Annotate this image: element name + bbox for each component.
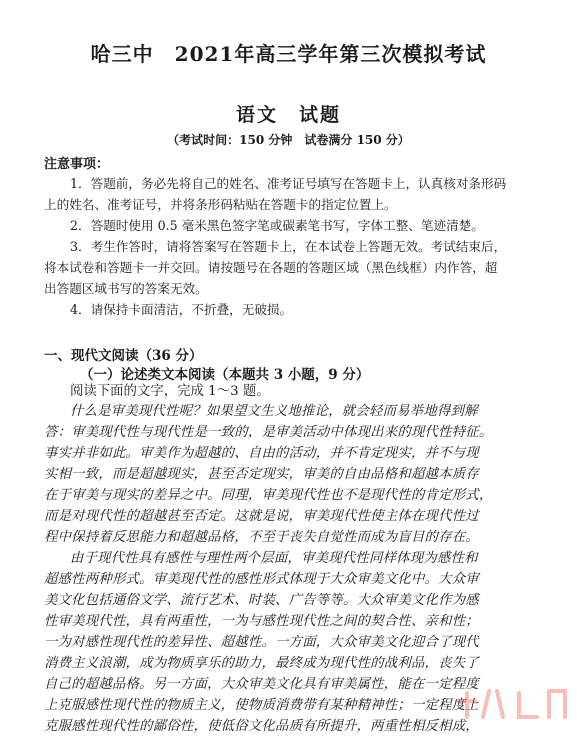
watermark-logo (437, 683, 577, 723)
sub-section-heading: （一）论述类文本阅读（本题共 3 小题，9 分） (80, 367, 370, 383)
passage-line: 事实并非如此。审美作为超越的、自由的活动，并不肯定现实，并不与现 (44, 446, 479, 461)
exam-title: 哈三中 2021年高三学年第三次模拟考试 (90, 42, 487, 66)
passage-line: 性审美现代性，具有两重性，一为与感性现代性之间的契合性、亲和性； (44, 614, 479, 629)
passage-line: 程中保持着反思能力和超越品格，不至于丧失自觉性而成为盲目的存在。 (44, 530, 479, 545)
notice-line: 2．答题时使用 0.5 毫米黑色签字笔或碳素笔书写，字体工整、笔迹清楚。 (70, 218, 484, 233)
notice-line: 1．答题前，务必先将自己的姓名、准考证号填写在答题卡上，认真核对条形码 (70, 176, 507, 191)
passage-line: 美文化包括通俗文学、流行艺术、时装、广告等等。大众审美文化作为感 (44, 593, 479, 608)
notice-line: 4．请保持卡面清洁，不折叠，无破损。 (70, 302, 293, 317)
exam-info: （考试时间：150 分钟 试卷满分 150 分） (167, 133, 410, 147)
passage-line: 超感性两种形式。审美现代性的感性形式体现于大众审美文化中。大众审 (44, 572, 479, 587)
notice-heading: 注意事项： (44, 157, 110, 172)
passage-line: 在于审美与现实的差异之中。同理，审美现代性也不是现代性的肯定形式， (44, 488, 493, 503)
passage-line: 什么是审美现代性呢？如果望文生义地推论，就会轻而易举地得到解 (70, 404, 478, 419)
passage-line: 实相一致，而是超越现实，甚至否定现实，审美的自由品格和超越本质存 (44, 467, 479, 482)
passage-line: 克服感性现代性的鄙俗性，使低俗文化品质有所提升，两重性相反相成， (44, 719, 479, 734)
notice-line: 出答题区域书写的答案无效。 (44, 281, 208, 296)
passage-line: 上克服感性现代性的物质主义，使物质消费带有某种精神性；一定程度上 (44, 698, 479, 713)
passage-line: 消费主义浪潮，成为物质享乐的助力，最终成为现代性的战利品，丧失了 (44, 656, 479, 671)
section-heading: 一、现代文阅读（36 分） (44, 348, 203, 364)
passage-line: 由于现代性具有感性与理性两个层面，审美现代性同样体现为感性和 (70, 551, 478, 566)
passage-line: 答：审美现代性与现代性是一致的，是审美活动中体现出来的现代性特征。 (44, 425, 493, 440)
notice-line: 3．考生作答时，请将答案写在答题卡上，在本试卷上答题无效。考试结束后， (70, 239, 507, 254)
reading-instruction: 阅读下面的文字，完成 1～3 题。 (70, 384, 270, 399)
passage-line: 而是对现代性的超越甚至否定。这就是说，审美现代性使主体在现代性过 (44, 509, 479, 524)
notice-line: 将本试卷和答题卡一并交回。请按题号在各题的答题区域（黑色线框）内作答，超 (44, 260, 498, 275)
subject-title: 语文 试题 (235, 104, 341, 126)
notice-line: 上的姓名、准考证号，并将条形码粘贴在答题卡的指定位置上。 (44, 197, 397, 212)
passage-line: 一为对感性现代性的差异性、超越性。一方面，大众审美文化迎合了现代 (44, 635, 479, 650)
passage-line: 自己的超越品格。另一方面，大众审美文化具有审美属性，能在一定程度 (44, 677, 479, 692)
